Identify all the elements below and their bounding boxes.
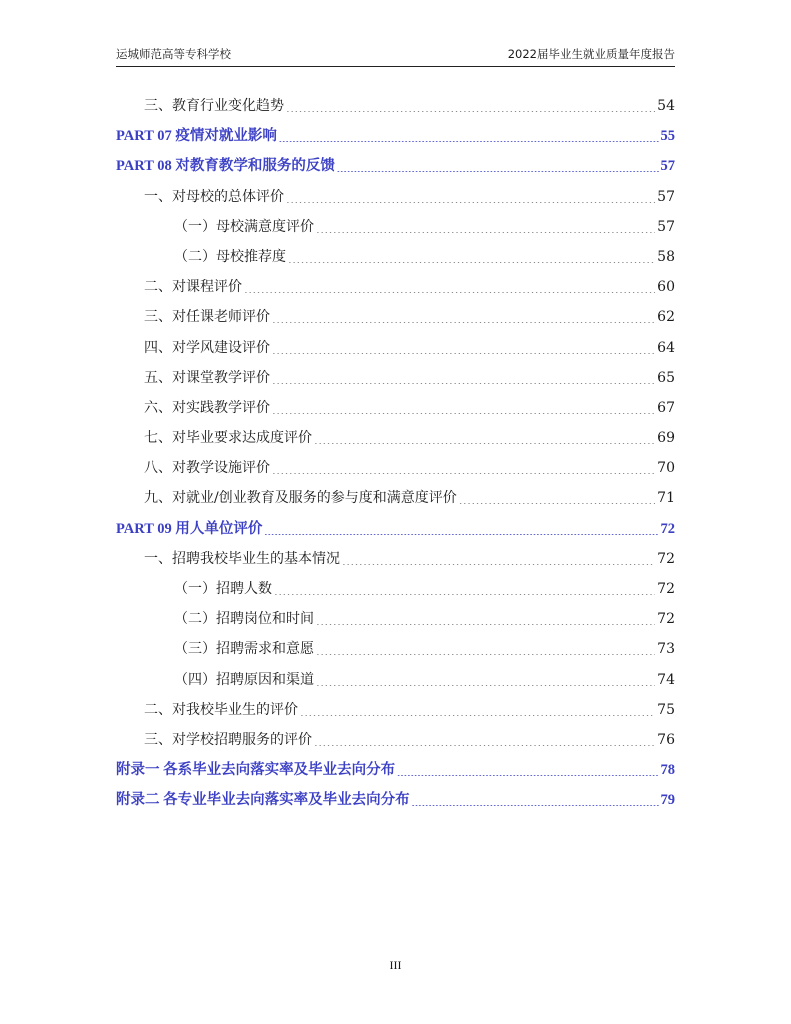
- toc-entry-title: 九、对就业/创业教育及服务的参与度和满意度评价: [144, 490, 457, 507]
- toc-entry-page-number: 72: [657, 611, 675, 628]
- toc-entry-page-number: 73: [657, 641, 675, 658]
- toc-dot-leader: [272, 336, 655, 354]
- toc-dot-leader: [459, 486, 655, 504]
- toc-entry-title: 五、对课堂教学评价: [144, 369, 270, 386]
- toc-entry-title: （三）招聘需求和意愿: [174, 641, 314, 658]
- toc-entry-title: 附录一 各系毕业去向落实率及毕业去向分布: [116, 762, 396, 779]
- toc-section-link[interactable]: [116, 785, 675, 815]
- toc-dot-leader: [264, 517, 658, 535]
- toc-entry[interactable]: [116, 634, 675, 664]
- toc-entry[interactable]: [116, 574, 675, 604]
- toc-dot-leader: [316, 215, 655, 233]
- toc-entry[interactable]: [116, 453, 675, 483]
- toc-section-link[interactable]: [116, 121, 675, 151]
- toc-dot-leader: [314, 728, 655, 746]
- toc-entry-page-number: 55: [660, 128, 675, 145]
- toc-dot-leader: [397, 758, 658, 776]
- toc-dot-leader: [244, 275, 655, 293]
- toc-entry[interactable]: [116, 272, 675, 302]
- toc-entry-title: （二）母校推荐度: [174, 248, 286, 265]
- toc-entry-title: 六、对实践教学评价: [144, 399, 270, 416]
- toc-dot-leader: [314, 426, 655, 444]
- toc-entry[interactable]: [116, 212, 675, 242]
- toc-entry-page-number: 72: [660, 520, 675, 537]
- toc-dot-leader: [272, 396, 655, 414]
- page-header: [116, 44, 675, 67]
- toc-entry-title: 八、对教学设施评价: [144, 460, 270, 477]
- toc-entry-page-number: 72: [657, 581, 675, 597]
- toc-dot-leader: [272, 366, 655, 384]
- toc-entry-page-number: 72: [657, 550, 675, 567]
- toc-dot-leader: [279, 124, 659, 142]
- toc-entry[interactable]: [116, 423, 675, 453]
- toc-entry[interactable]: [116, 665, 675, 695]
- toc-entry-page-number: 54: [657, 98, 675, 114]
- toc-entry-title: （四）招聘原因和渠道: [174, 671, 314, 688]
- toc-dot-leader: [300, 698, 655, 716]
- page-number: III: [389, 958, 402, 972]
- toc-dot-leader: [272, 305, 655, 323]
- toc-dot-leader: [272, 456, 655, 474]
- table-of-contents: [116, 91, 675, 816]
- toc-entry-title: 二、对课程评价: [144, 279, 242, 296]
- toc-entry-page-number: 78: [660, 762, 675, 779]
- toc-entry-title: 一、对母校的总体评价: [144, 188, 284, 205]
- toc-entry-page-number: 58: [657, 248, 675, 265]
- toc-dot-leader: [337, 154, 659, 172]
- toc-entry-page-number: 64: [657, 339, 675, 356]
- toc-entry-page-number: 74: [657, 671, 675, 688]
- toc-section-link[interactable]: [116, 755, 675, 785]
- toc-dot-leader: [316, 607, 655, 625]
- toc-entry-title: 二、对我校毕业生的评价: [144, 701, 298, 718]
- toc-dot-leader: [288, 245, 655, 263]
- toc-entry-page-number: 79: [660, 792, 675, 809]
- toc-entry-title: PART 08 对教育教学和服务的反馈: [116, 158, 335, 175]
- toc-entry[interactable]: [116, 695, 675, 725]
- toc-entry-page-number: 65: [657, 369, 675, 386]
- header-report-title: 2022届毕业生就业质量年度报告: [507, 47, 675, 61]
- toc-entry[interactable]: [116, 242, 675, 272]
- toc-entry-page-number: 57: [657, 188, 675, 205]
- toc-entry[interactable]: [116, 182, 675, 212]
- toc-entry-title: 三、对任课老师评价: [144, 309, 270, 326]
- toc-entry-title: （一）招聘人数: [174, 581, 272, 597]
- toc-dot-leader: [286, 94, 655, 112]
- toc-entry-title: （二）招聘岗位和时间: [174, 611, 314, 628]
- toc-entry[interactable]: [116, 483, 675, 513]
- toc-entry-title: 七、对毕业要求达成度评价: [144, 430, 312, 447]
- toc-entry-title: PART 09 用人单位评价: [116, 520, 263, 537]
- toc-section-link[interactable]: [116, 151, 675, 181]
- toc-dot-leader: [286, 185, 655, 203]
- toc-entry[interactable]: [116, 725, 675, 755]
- toc-dot-leader: [316, 668, 655, 686]
- toc-entry-page-number: 67: [657, 399, 675, 416]
- toc-entry-title: 一、招聘我校毕业生的基本情况: [144, 550, 340, 567]
- toc-entry-page-number: 57: [660, 158, 675, 175]
- toc-entry-page-number: 69: [657, 430, 675, 447]
- toc-entry-title: 附录二 各专业毕业去向落实率及毕业去向分布: [116, 792, 410, 809]
- toc-entry[interactable]: [116, 363, 675, 393]
- toc-entry-title: 三、对学校招聘服务的评价: [144, 731, 312, 748]
- toc-entry[interactable]: [116, 604, 675, 634]
- toc-entry[interactable]: [116, 302, 675, 332]
- toc-entry-page-number: 75: [657, 701, 675, 718]
- header-school-name: 运城师范高等专科学校: [116, 47, 231, 61]
- toc-entry-title: 三、教育行业变化趋势: [144, 98, 284, 114]
- toc-entry-page-number: 60: [657, 279, 675, 296]
- toc-entry-title: 四、对学风建设评价: [144, 339, 270, 356]
- toc-entry-title: （一）母校满意度评价: [174, 218, 314, 235]
- toc-dot-leader: [274, 577, 655, 595]
- toc-entry[interactable]: [116, 91, 675, 121]
- toc-dot-leader: [342, 547, 655, 565]
- toc-entry-page-number: 76: [657, 731, 675, 748]
- toc-entry-page-number: 71: [657, 490, 675, 507]
- toc-entry-page-number: 70: [657, 460, 675, 477]
- toc-entry-page-number: 62: [657, 309, 675, 326]
- toc-dot-leader: [412, 788, 659, 806]
- toc-entry-title: PART 07 疫情对就业影响: [116, 128, 277, 145]
- toc-entry[interactable]: [116, 544, 675, 574]
- toc-section-link[interactable]: [116, 514, 675, 544]
- toc-entry-page-number: 57: [657, 218, 675, 235]
- toc-entry[interactable]: [116, 333, 675, 363]
- toc-dot-leader: [316, 637, 655, 655]
- toc-entry[interactable]: [116, 393, 675, 423]
